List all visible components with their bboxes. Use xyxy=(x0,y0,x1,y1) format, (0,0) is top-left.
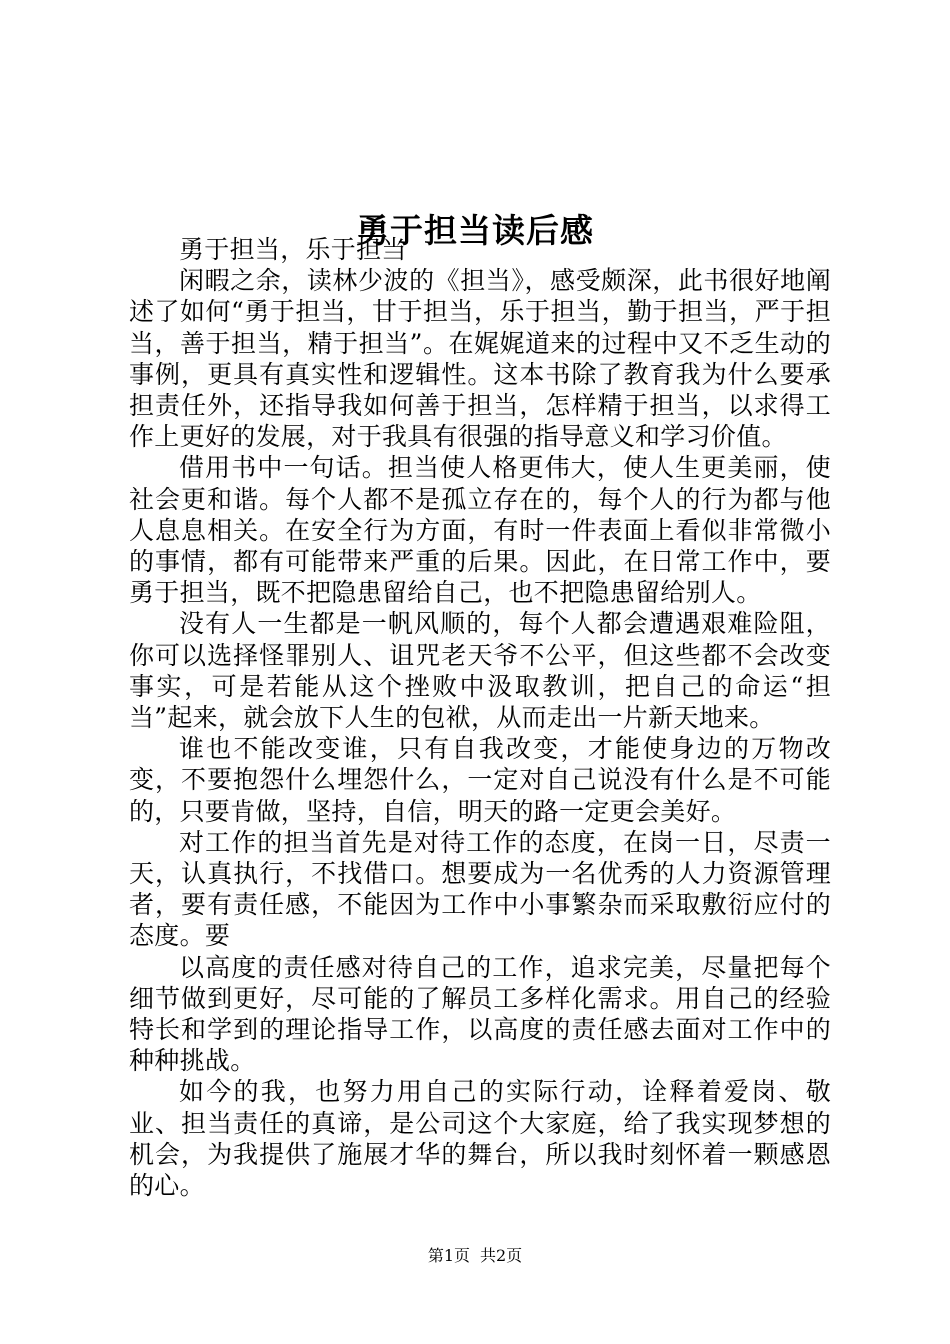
paragraph: 以高度的责任感对待自己的工作，追求完美，尽量把每个细节做到更好，尽可能的了解员工多样化需求。用自己的经验特长和学到的理论指导工作，以高度的责任感去面对工作中的种种挑战。 xyxy=(129,952,831,1076)
paragraph: 谁也不能改变谁，只有自我改变，才能使身边的万物改变，不要抱怨什么埋怨什么，一定对自己说没有什么是不可能的，只要肯做，坚持，自信，明天的路一定更会美好。 xyxy=(129,734,831,826)
document-body xyxy=(129,234,831,1201)
document-title: 勇于担当读后感 xyxy=(356,211,594,251)
page-total: 共2页 xyxy=(480,1246,523,1265)
paragraph: 借用书中一句话。担当使人格更伟大，使人生更美丽，使社会更和谐。每个人都不是孤立存在的，每个人的行为都与他人息息相关。在安全行为方面，有时一件表面上看似非常微小的事情，都有可能带来严重的后果。因此，在日常工作中，要勇于担当，既不把隐患留给自己，也不把隐患留给别人。 xyxy=(129,453,831,608)
paragraph: 如今的我，也努力用自己的实际行动，诠释着爱岗、敬业、担当责任的真谛，是公司这个大家庭，给了我实现梦想的机会，为我提供了施展才华的舞台，所以我时刻怀着一颗感恩的心。 xyxy=(129,1077,831,1201)
page-number: 第1页 xyxy=(427,1246,470,1265)
paragraph: 闲暇之余，读林少波的《担当》，感受颇深，此书很好地阐述了如何“勇于担当，甘于担当，乐于担当，勤于担当，严于担当，善于担当，精于担当”。在娓娓道来的过程中又不乏生动的事例，更具有真实性和逻辑性。这本书除了教育我为什么要承担责任外，还指导我如何善于担当，怎样精于担当，以求得工作上更好的发展，对于我具有很强的指导意义和学习价值。 xyxy=(129,266,831,452)
page-footer xyxy=(0,1244,950,1268)
paragraph-subtitle: 勇于担当，乐于担当 xyxy=(179,235,407,264)
paragraph: 对工作的担当首先是对待工作的态度，在岗一日，尽责一天，认真执行，不找借口。想要成为一名优秀的人力资源管理者，要有责任感，不能因为工作中小事繁杂而采取敷衍应付的态度。要 xyxy=(129,827,831,951)
paragraph: 没有人一生都是一帆风顺的，每个人都会遭遇艰难险阻，你可以选择怪罪别人、诅咒老天爷不公平，但这些都不会改变事实，可是若能从这个挫败中汲取教训，把自己的命运“担当”起来，就会放下人生的包袱，从而走出一片新天地来。 xyxy=(129,609,831,733)
